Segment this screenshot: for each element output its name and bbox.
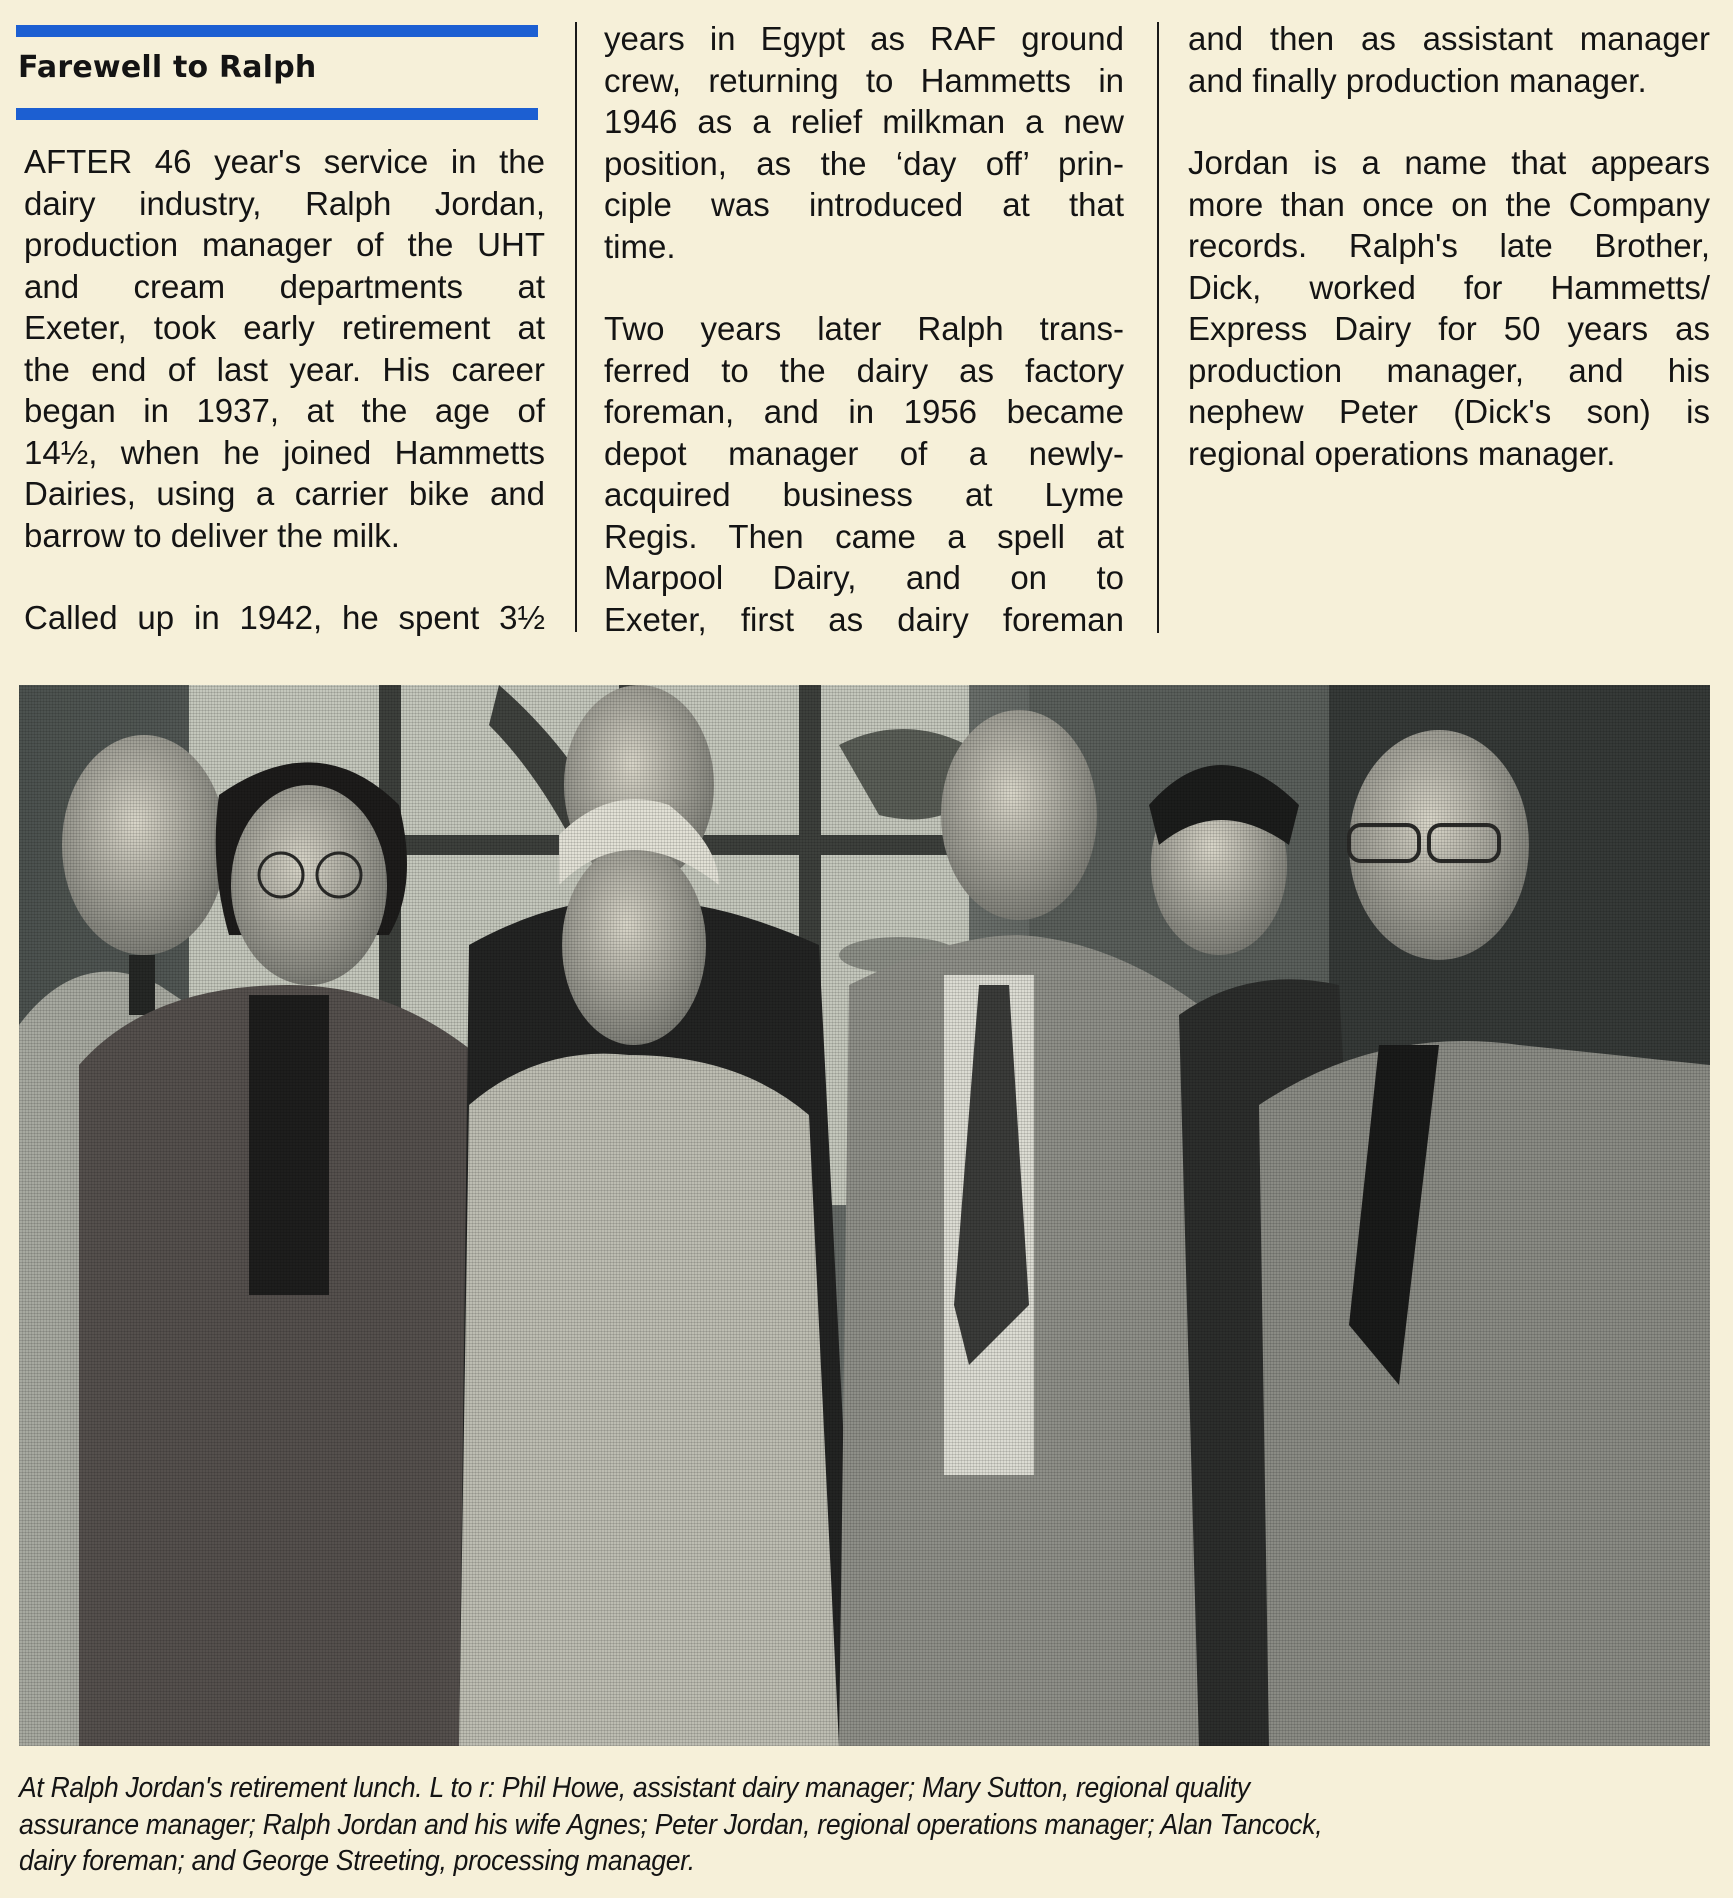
text-line: depot manager of a newly-	[604, 434, 1124, 472]
text-line: ciple was introduced at that	[604, 186, 1124, 223]
text-line: Regis. Then came a spell at	[604, 517, 1124, 555]
text-line: foreman, and in 1956 became	[604, 393, 1124, 430]
text-line: Dick, worked for Hammetts/	[1188, 268, 1710, 306]
text-line: acquired business at Lyme	[604, 476, 1124, 513]
paragraph	[24, 597, 545, 639]
photo-caption	[19, 1770, 1591, 1880]
caption-line: At Ralph Jordan's retirement lunch. L to r: Phil Howe, assistant dairy manager; Mary Sutton, regional quality	[19, 1772, 1250, 1804]
article-column-1	[24, 141, 545, 639]
text-line: position, as the ‘day off’ prin-	[604, 144, 1124, 182]
article-column-3	[1188, 18, 1710, 474]
text-line: 1946 as a relief milkman a new	[604, 103, 1124, 140]
text-line: barrow to deliver the milk.	[24, 516, 400, 554]
text-line: AFTER 46 year's service in the	[24, 143, 545, 180]
column-divider-2	[1157, 22, 1159, 633]
text-line: Exeter, took early retirement at	[24, 309, 545, 346]
text-line: began in 1937, at the age of	[24, 392, 545, 429]
text-line: years in Egypt as RAF ground	[604, 20, 1124, 57]
text-line: Dairies, using a carrier bike and	[24, 475, 545, 512]
text-line: more than once on the Company	[1188, 185, 1710, 223]
text-line: production manager of the UHT	[24, 226, 545, 263]
text-line: records. Ralph's late Brother,	[1188, 227, 1710, 264]
caption-line: assurance manager; Ralph Jordan and his wife Agnes; Peter Jordan, regional operations manager; Alan Tancock,	[19, 1808, 1323, 1841]
text-line: nephew Peter (Dick's son) is	[1188, 393, 1710, 430]
text-line: production manager, and his	[1188, 351, 1710, 389]
heading-rule-bottom	[16, 108, 538, 120]
paragraph	[1188, 18, 1710, 101]
text-line: ferred to the dairy as factory	[604, 351, 1124, 389]
paragraph	[24, 141, 545, 556]
text-line: Called up in 1942, he spent 3½	[24, 599, 545, 636]
group-photo-image	[19, 685, 1710, 1746]
article-column-2	[604, 18, 1124, 640]
caption-line: dairy foreman; and George Streeting, processing manager.	[19, 1845, 695, 1877]
article-title: Farewell to Ralph	[18, 50, 317, 85]
text-line: 14½, when he joined Hammetts	[24, 433, 545, 471]
column-divider-1	[575, 22, 577, 632]
heading-rule-top	[16, 25, 538, 37]
paragraph	[1188, 142, 1710, 474]
text-line: dairy industry, Ralph Jordan,	[24, 184, 545, 222]
text-line: and finally production manager.	[1188, 61, 1647, 99]
text-line: Marpool Dairy, and on to	[604, 559, 1124, 596]
text-line: Two years later Ralph trans-	[604, 310, 1124, 347]
text-line: regional operations manager.	[1188, 434, 1616, 472]
group-photo	[19, 685, 1710, 1746]
text-line: and cream departments at	[24, 267, 545, 305]
text-line: Jordan is a name that appears	[1188, 144, 1710, 181]
text-line: and then as assistant manager	[1188, 20, 1710, 57]
text-line: Express Dairy for 50 years as	[1188, 310, 1710, 347]
paragraph	[604, 308, 1124, 640]
text-line: crew, returning to Hammetts in	[604, 61, 1124, 99]
text-line: the end of last year. His career	[24, 350, 545, 388]
text-line: Exeter, first as dairy foreman	[604, 600, 1124, 638]
paragraph	[604, 18, 1124, 267]
text-line: time.	[604, 227, 676, 265]
